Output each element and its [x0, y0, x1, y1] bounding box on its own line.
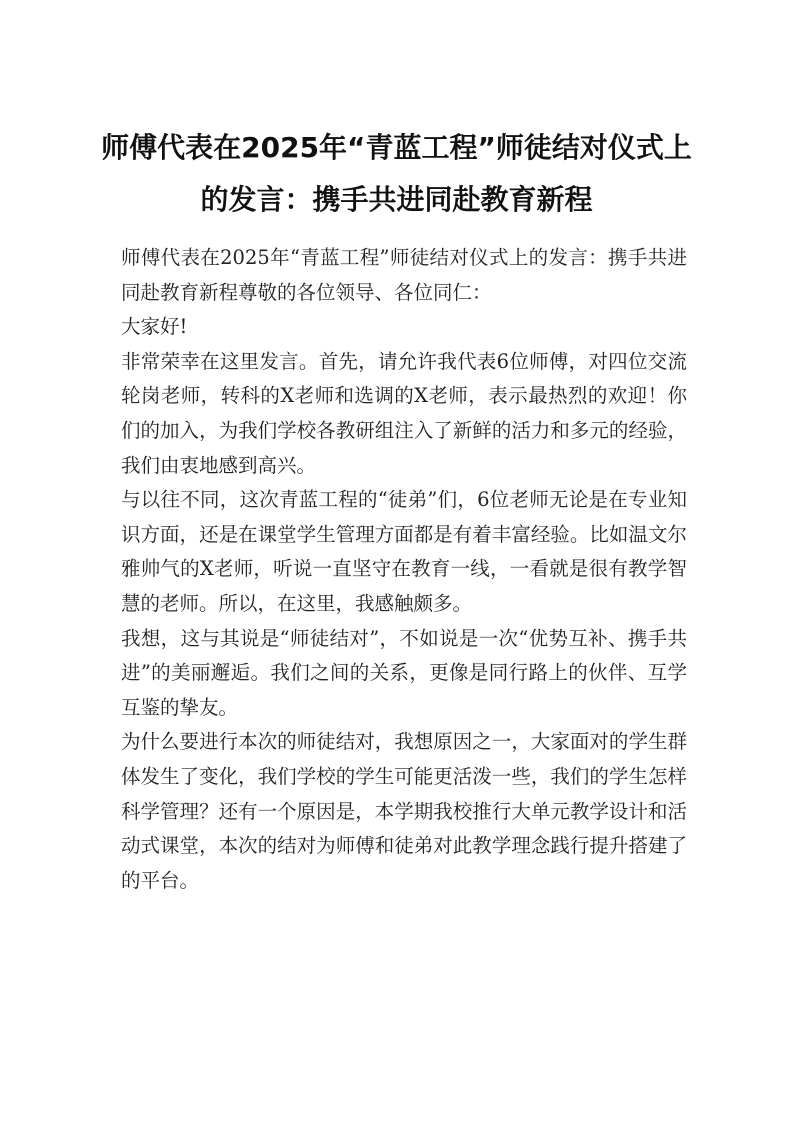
paragraph-welcome: 非常荣幸在这里发言。首先，请允许我代表6位师傅，对四位交流轮岗老师，转科的X老师和选调的X老师，表示最热烈的欢迎！你们的加入，为我们学校各教研组注入了新鲜的活力和多元的经验，我们由衷地感到高兴。	[121, 349, 687, 477]
document-body	[121, 241, 687, 898]
paragraph-intro-salutation: 师傅代表在2025年“青蓝工程”师徒结对仪式上的发言：携手共进同赴教育新程尊敬的各位领导、各位同仁：	[121, 246, 687, 304]
document-title: 师傅代表在2025年“青蓝工程”师徒结对仪式上的发言：携手共进同赴教育新程	[101, 131, 692, 216]
paragraph-greeting: 大家好!	[121, 315, 188, 339]
paragraph-partnership: 我想，这与其说是“师徒结对”，不如说是一次“优势互补、携手共进”的美丽邂逅。我们之间的关系，更像是同行路上的伙伴、互学互鉴的挚友。	[121, 626, 687, 719]
paragraph-apprentices: 与以往不同，这次青蓝工程的“徒弟”们，6位老师无论是在专业知识方面，还是在课堂学生管理方面都是有着丰富经验。比如温文尔雅帅气的X老师，听说一直坚守在教育一线，一看就是很有教学智慧的老师。所以，在这里，我感触颇多。	[121, 488, 687, 615]
paragraph-reasons: 为什么要进行本次的师徒结对，我想原因之一，大家面对的学生群体发生了变化，我们学校的学生可能更活泼一些，我们的学生怎样科学管理？还有一个原因是，本学期我校推行大单元教学设计和活动式课堂，本次的结对为师傅和徒弟对此教学理念践行提升搭建了的平台。	[121, 730, 687, 892]
